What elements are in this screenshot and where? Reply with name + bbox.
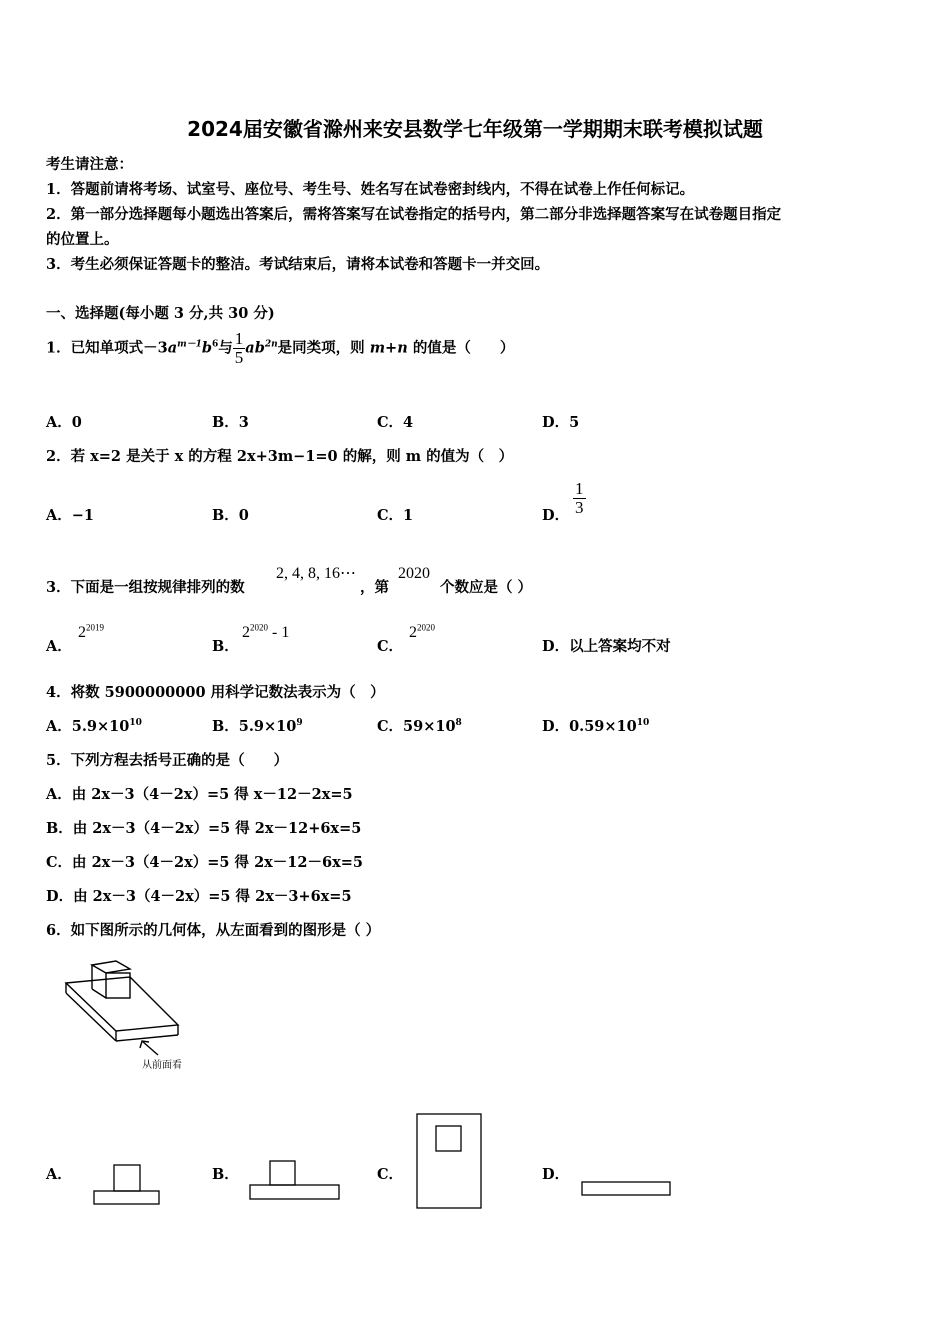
q2-option-a: A．−1 (46, 507, 94, 524)
q6-option-d: D． (542, 1166, 570, 1183)
q5-option-b: B．由 2x－3（4－2x）=5 得 2x－12+6x=5 (46, 820, 362, 837)
q1-option-a: A．0 (46, 414, 82, 431)
question-6: 6．如下图所示的几何体，从左面看到的图形是（ ） (46, 922, 381, 939)
page-title: 2024届安徽省滁州来安县数学七年级第一学期期末联考模拟试题 (187, 117, 763, 141)
q1-mn: m+n (369, 339, 408, 357)
q3-b-minus: - 1 (268, 624, 290, 641)
question-5: 5．下列方程去括号正确的是（ ） (46, 752, 289, 769)
q3-c-expr (409, 624, 435, 642)
q3-a-expr (78, 624, 104, 642)
q3-a-base: 2 (78, 624, 86, 641)
q6-option-d-figure (580, 1180, 674, 1200)
q1-pre: 1．已知单项式－3 (46, 339, 168, 357)
q1-option-d: D．5 (542, 414, 580, 431)
q1-post: 的值是（ ） (412, 339, 515, 357)
q4-option-d (542, 715, 649, 736)
q1-fraction (233, 330, 246, 367)
q6-option-b-figure (248, 1159, 343, 1203)
question-1 (46, 330, 514, 367)
q5-option-a: A．由 2x－3（4－2x）=5 得 x－12－2x=5 (46, 786, 353, 803)
q3-option-c: C． (377, 638, 404, 655)
q3-option-d: D．以上答案均不对 (542, 638, 671, 655)
q4-d-base: D．0.59×10 (542, 718, 637, 735)
q2-option-d: D． (542, 507, 570, 524)
q2-option-c: C．1 (377, 507, 414, 524)
q3-sequence: 2, 4, 8, 16⋯ (276, 565, 356, 582)
q1-exp-m: m－1 (177, 339, 202, 350)
q4-option-b (212, 715, 303, 736)
q2-option-b: B．0 (212, 507, 249, 524)
section-heading: 一、选择题(每小题 3 分,共 30 分) (46, 305, 275, 322)
q6-option-c-figure (415, 1112, 485, 1212)
q6-option-b: B． (212, 1166, 239, 1183)
notice-item-3: 3．考生必须保证答题卡的整洁。考试结束后，请将本试卷和答题卡一并交回。 (46, 256, 550, 273)
question-2: 2．若 x=2 是关于 x 的方程 2x+3m−1=0 的解，则 m 的值为（ ） (46, 448, 514, 465)
q3-b-expr (242, 624, 289, 642)
q3-c-exp: 2020 (417, 622, 435, 633)
q3-pre: 3．下面是一组按规律排列的数 (46, 579, 245, 596)
q4-b-exp: 9 (296, 718, 303, 729)
q4-a-base: A．5.9×10 (46, 718, 130, 735)
q6-option-a-figure (92, 1163, 162, 1207)
q1-option-c: C．4 (377, 414, 414, 431)
q5-option-d: D．由 2x－3（4－2x）=5 得 2x－3+6x=5 (46, 888, 352, 905)
q4-c-base: C．59×10 (377, 718, 456, 735)
q4-option-c (377, 715, 462, 736)
q4-option-a (46, 715, 142, 736)
notice-item-1: 1．答题前请将考场、试室号、座位号、考生号、姓名写在试卷密封线内，不得在试卷上作任何标记。 (46, 181, 695, 198)
q3-index: 2020 (398, 565, 430, 582)
q1-exp-2n: 2n (264, 339, 278, 350)
q6-option-a: A． (46, 1166, 72, 1183)
notice-heading: 考生请注意： (46, 156, 133, 173)
q3-c-base: 2 (409, 624, 417, 641)
q1-ab: ab (245, 339, 265, 357)
q1-option-b: B．3 (212, 414, 249, 431)
q3-a-exp: 2019 (86, 622, 104, 633)
q3-option-b: B． (212, 638, 239, 655)
q4-b-base: B．5.9×10 (212, 718, 297, 735)
q3-post: 个数应是（ ） (440, 579, 533, 596)
q6-option-c: C． (377, 1166, 404, 1183)
q1-var-b: b (201, 339, 213, 357)
q2-d-num: 1 (575, 479, 584, 498)
question-4: 4．将数 5900000000 用科学记数法表示为（ ） (46, 684, 385, 701)
q3-b-base: 2 (242, 624, 250, 641)
q4-d-exp: 10 (636, 718, 650, 729)
q2-d-den: 3 (575, 498, 584, 517)
q2-d-fraction (573, 480, 586, 517)
q3-b-exp: 2020 (250, 622, 268, 633)
q5-option-c: C．由 2x－3（4－2x）=5 得 2x－12－6x=5 (46, 854, 363, 871)
q1-frac-num: 1 (234, 329, 244, 348)
q1-frac-den: 5 (234, 348, 244, 367)
q6-figure-caption: 从前面看 (142, 1060, 182, 1071)
notice-item-2-line-1: 2．第一部分选择题每小题选出答案后，需将答案写在试卷指定的括号内，第二部分非选择题答案写在试卷题目指定 (46, 206, 782, 223)
q1-with: 与 (218, 339, 233, 357)
notice-item-2-line-2: 的位置上。 (46, 231, 119, 248)
q4-c-exp: 8 (455, 718, 462, 729)
q4-a-exp: 10 (129, 718, 142, 729)
q3-mid: ，第 (360, 579, 389, 596)
q1-var-a: a (167, 339, 178, 357)
q3-option-a: A． (46, 638, 72, 655)
q1-exp-6: 6 (212, 339, 219, 350)
q1-mid: 是同类项，则 (277, 339, 365, 357)
